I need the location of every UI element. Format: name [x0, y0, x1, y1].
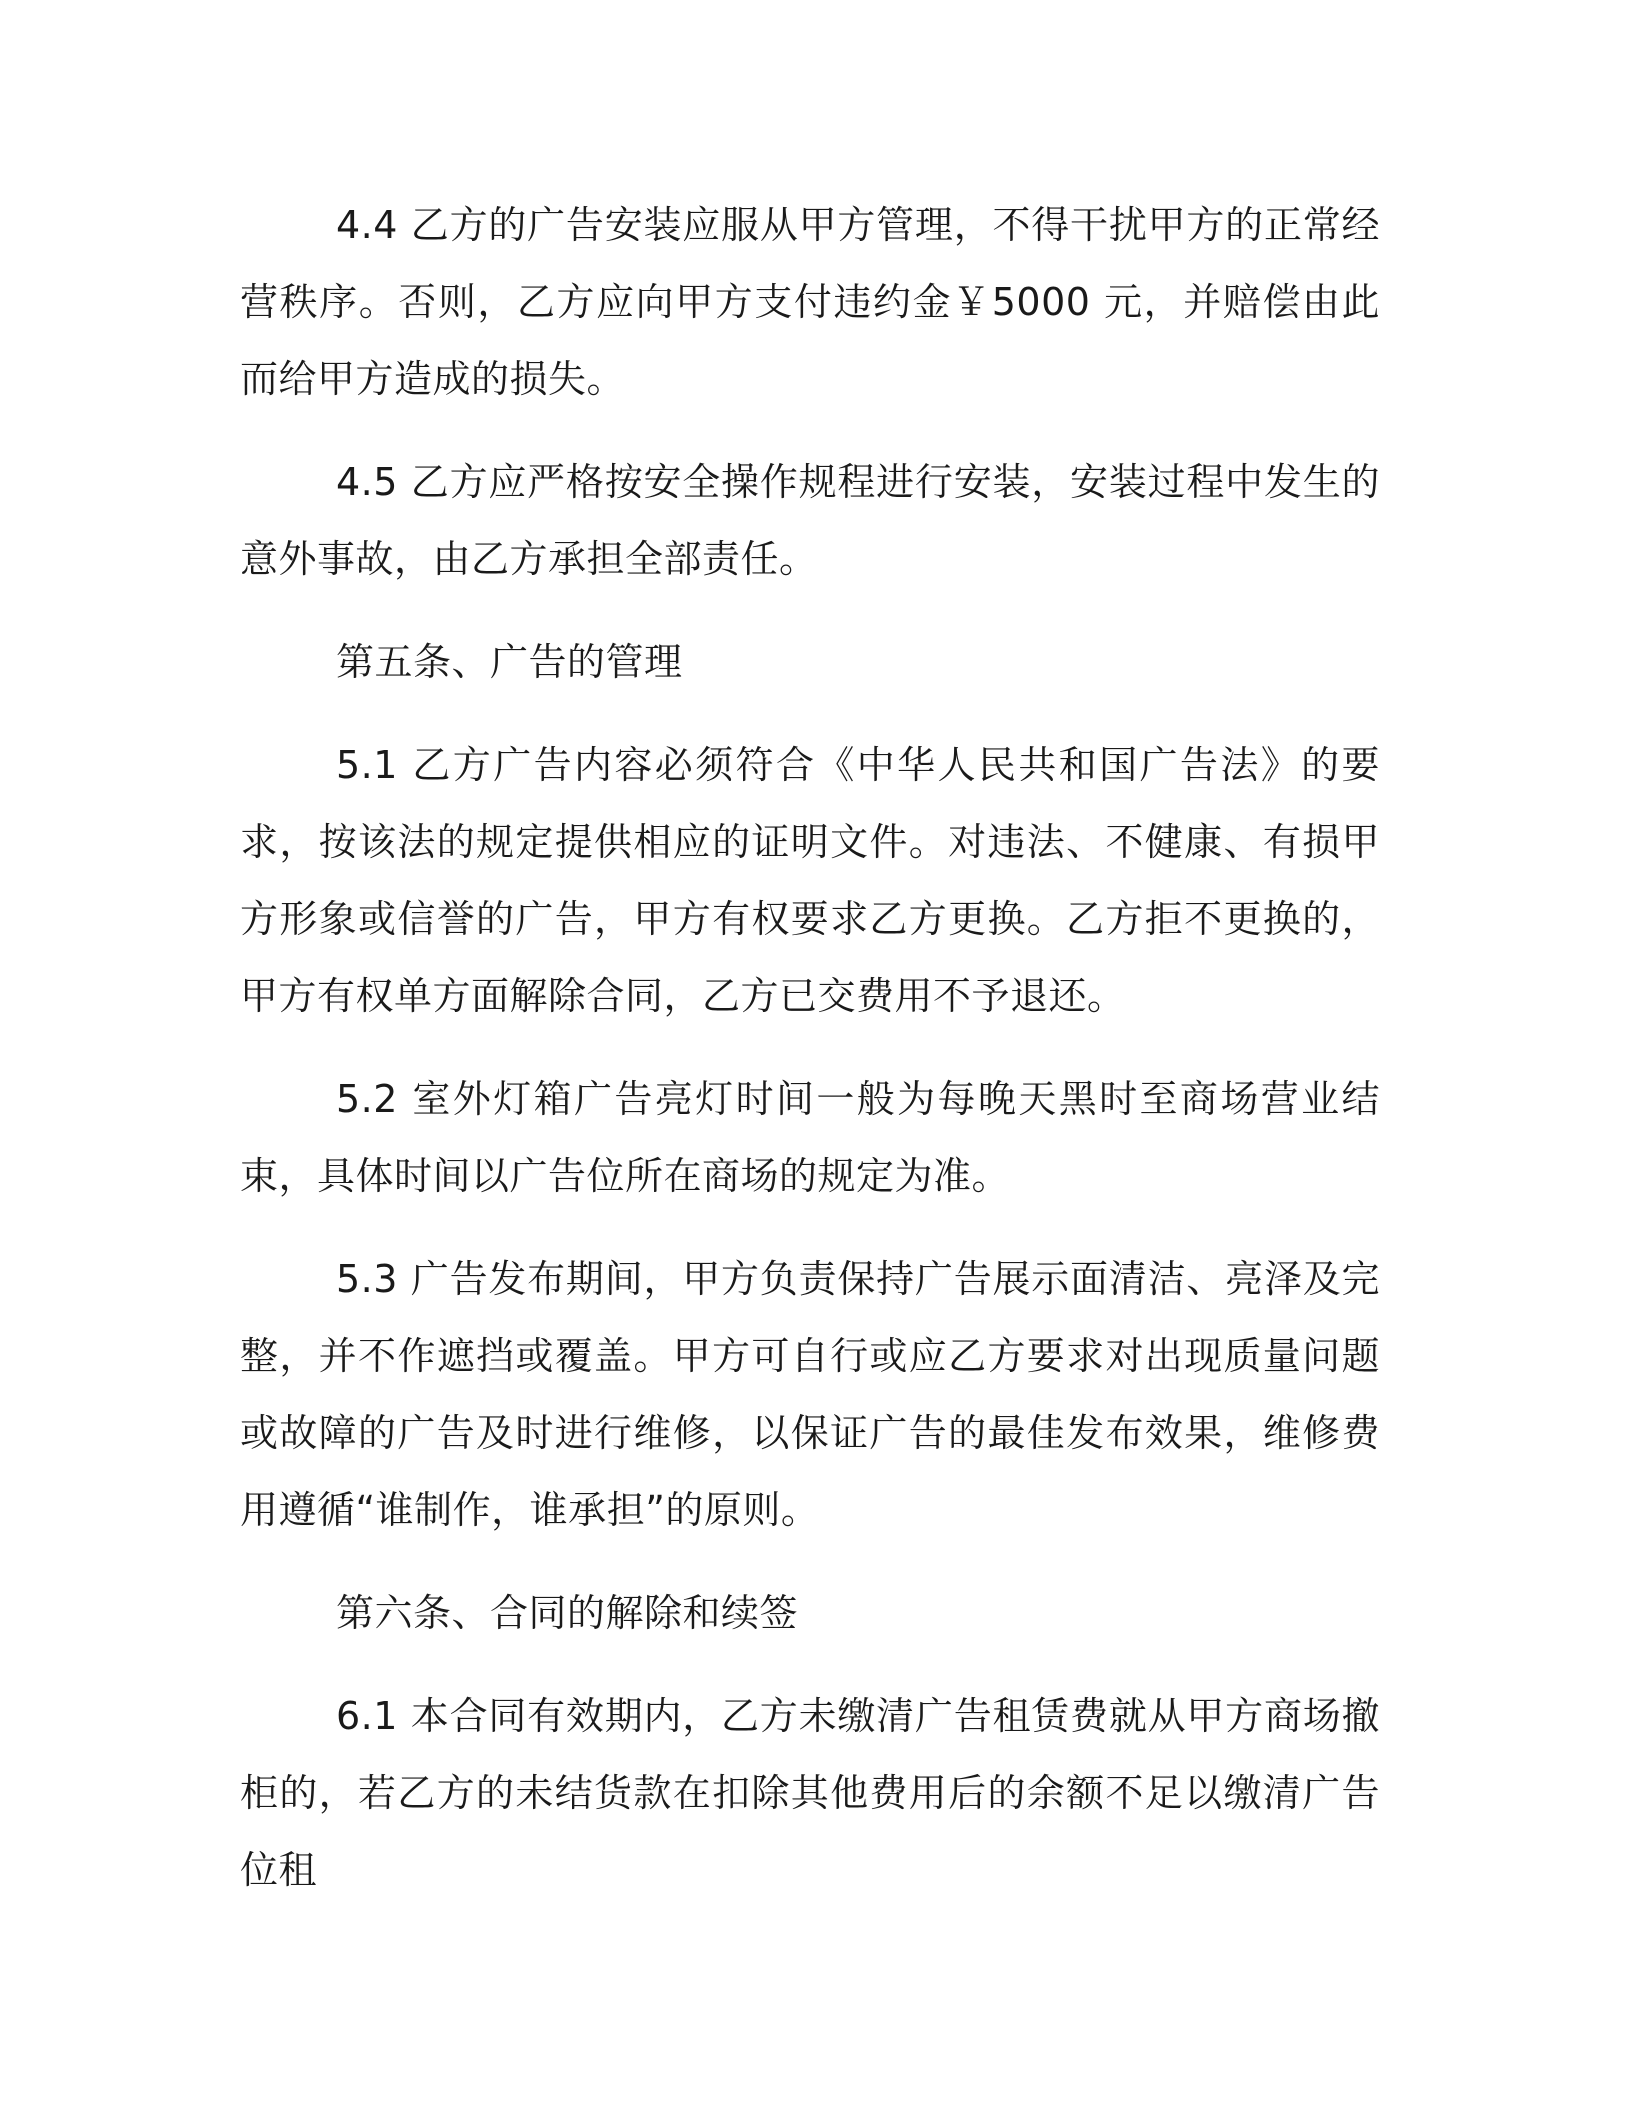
article-5-heading: 第五条、广告的管理 — [336, 640, 683, 684]
clause-4-5: 4.5 乙方应严格按安全操作规程进行安装，安装过程中发生的意外事故，由乙方承担全部责任。 — [240, 460, 1380, 581]
clause-5-1: 5.1 乙方广告内容必须符合《中华人民共和国广告法》的要求，按该法的规定提供相应的证明文件。对违法、不健康、有损甲方形象或信誉的广告，甲方有权要求乙方更换。乙方拒不更换的，甲方有权单方面解除合同，乙方已交费用不予退还。 — [240, 743, 1380, 1018]
clause-5-2: 5.2 室外灯箱广告亮灯时间一般为每晚天黑时至商场营业结束，具体时间以广告位所在商场的规定为准。 — [240, 1077, 1380, 1198]
clause-4-4: 4.4 乙方的广告安装应服从甲方管理，不得干扰甲方的正常经营秩序。否则，乙方应向甲方支付违约金￥5000 元，并赔偿由此而给甲方造成的损失。 — [240, 203, 1380, 401]
clause-5-3: 5.3 广告发布期间，甲方负责保持广告展示面清洁、亮泽及完整，并不作遮挡或覆盖。甲方可自行或应乙方要求对出现质量问题或故障的广告及时进行维修，以保证广告的最佳发布效果，维修费用遵循“谁制作，谁承担”的原则。 — [240, 1257, 1380, 1532]
document-body — [240, 187, 1380, 1935]
article-6-heading: 第六条、合同的解除和续签 — [336, 1591, 799, 1635]
clause-6-1: 6.1 本合同有效期内，乙方未缴清广告租赁费就从甲方商场撤柜的，若乙方的未结货款在扣除其他费用后的余额不足以缴清广告位租 — [240, 1694, 1380, 1892]
